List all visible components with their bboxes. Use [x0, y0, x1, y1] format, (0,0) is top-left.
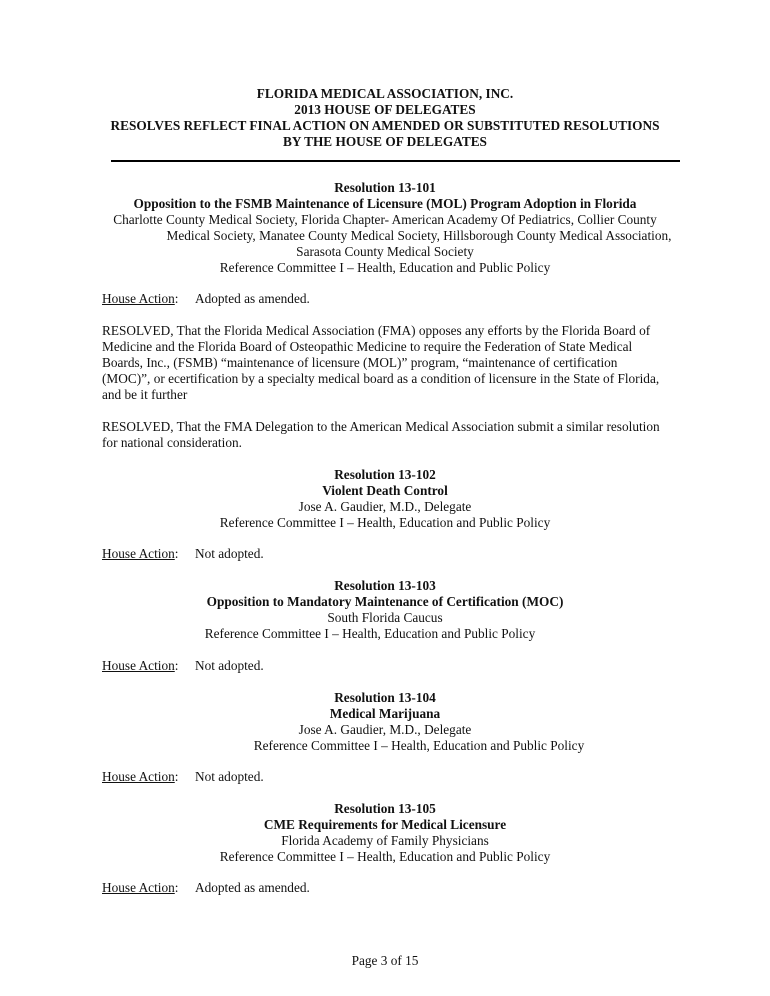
header-subtitle-cont: BY THE HOUSE OF DELEGATES	[283, 134, 487, 149]
document-header	[0, 86, 770, 150]
resolution-number: Resolution 13-101	[334, 180, 436, 195]
resolution-committee: Reference Committee I – Health, Education and Public Policy	[219, 260, 551, 275]
house-action-label: House Action	[102, 658, 175, 673]
page-number: Page 3 of 15	[351, 953, 419, 968]
resolution-13-105	[0, 801, 770, 865]
house-action-label: House Action	[102, 769, 175, 784]
resolution-sponsor: South Florida Caucus	[327, 610, 443, 625]
house-action-value: Adopted as amended.	[195, 880, 310, 895]
resolution-committee: Reference Committee I – Health, Education and Public Policy	[219, 515, 551, 530]
resolution-title: CME Requirements for Medical Licensure	[263, 817, 507, 832]
resolution-title: Opposition to Mandatory Maintenance of Certification (MOC)	[206, 594, 564, 609]
house-action-13-103: House Action: Not adopted.	[102, 658, 264, 673]
header-subtitle: RESOLVES REFLECT FINAL ACTION ON AMENDED OR SUBSTITUTED RESOLUTIONS	[110, 118, 660, 133]
paragraph-line: RESOLVED, That the FMA Delegation to the American Medical Association submit a similar resolution	[102, 419, 660, 434]
resolution-title: Opposition to the FSMB Maintenance of Licensure (MOL) Program Adoption in Florida	[133, 196, 637, 211]
house-action-value: Not adopted.	[195, 546, 264, 561]
resolution-13-104	[0, 690, 770, 754]
resolution-13-102	[0, 467, 770, 531]
paragraph-line: and be it further	[102, 387, 188, 402]
house-action-label: House Action	[102, 546, 175, 561]
house-action-label: House Action	[102, 291, 175, 306]
resolution-number: Resolution 13-104	[334, 690, 436, 705]
paragraph-line: RESOLVED, That the Florida Medical Association (FMA) opposes any efforts by the Florida Board of	[102, 323, 651, 338]
paragraph-line: Boards, Inc., (FSMB) “maintenance of licensure (MOL)” program, “maintenance of certification	[102, 355, 618, 370]
house-action-13-102: House Action: Not adopted.	[102, 546, 264, 561]
resolution-number: Resolution 13-102	[334, 467, 436, 482]
resolution-sponsor: Florida Academy of Family Physicians	[281, 833, 489, 848]
resolution-title: Violent Death Control	[322, 483, 448, 498]
house-action-label: House Action	[102, 880, 175, 895]
resolution-committee: Reference Committee I – Health, Education and Public Policy	[253, 738, 585, 753]
house-action-13-101: House Action: Adopted as amended.	[102, 291, 310, 306]
house-action-value: Not adopted.	[195, 769, 264, 784]
resolution-number: Resolution 13-103	[334, 578, 436, 593]
paragraph-line: (MOC)”, or ecertification by a specialty medical board as a condition of licensure in the State of Florida,	[102, 371, 660, 386]
resolution-number: Resolution 13-105	[334, 801, 436, 816]
resolution-sponsor: Jose A. Gaudier, M.D., Delegate	[298, 499, 472, 514]
resolution-title: Medical Marijuana	[329, 706, 441, 721]
resolution-committee: Reference Committee I – Health, Education and Public Policy	[219, 849, 551, 864]
resolution-sponsor: Jose A. Gaudier, M.D., Delegate	[298, 722, 472, 737]
house-action-13-104: House Action: Not adopted.	[102, 769, 264, 784]
resolved-paragraph-2	[102, 419, 692, 451]
resolution-sponsor: Medical Society, Manatee County Medical Society, Hillsborough County Medical Association,	[166, 228, 672, 243]
resolution-sponsor: Sarasota County Medical Society	[296, 244, 474, 259]
header-divider	[111, 160, 680, 162]
house-action-value: Not adopted.	[195, 658, 264, 673]
paragraph-line: for national consideration.	[102, 435, 242, 450]
resolution-committee: Reference Committee I – Health, Education and Public Policy	[204, 626, 536, 641]
header-event: 2013 HOUSE OF DELEGATES	[294, 102, 476, 117]
paragraph-line: Medicine and the Florida Board of Osteopathic Medicine to require the Federation of State Medical	[102, 339, 633, 354]
house-action-13-105: House Action: Adopted as amended.	[102, 880, 310, 895]
resolved-paragraph-1	[102, 323, 692, 403]
resolution-13-101	[0, 180, 770, 276]
resolution-sponsor: Charlotte County Medical Society, Florida Chapter- American Academy Of Pediatrics, Collier County	[113, 212, 657, 227]
resolution-13-103	[0, 578, 770, 642]
header-organization: FLORIDA MEDICAL ASSOCIATION, INC.	[256, 86, 514, 101]
house-action-value: Adopted as amended.	[195, 291, 310, 306]
